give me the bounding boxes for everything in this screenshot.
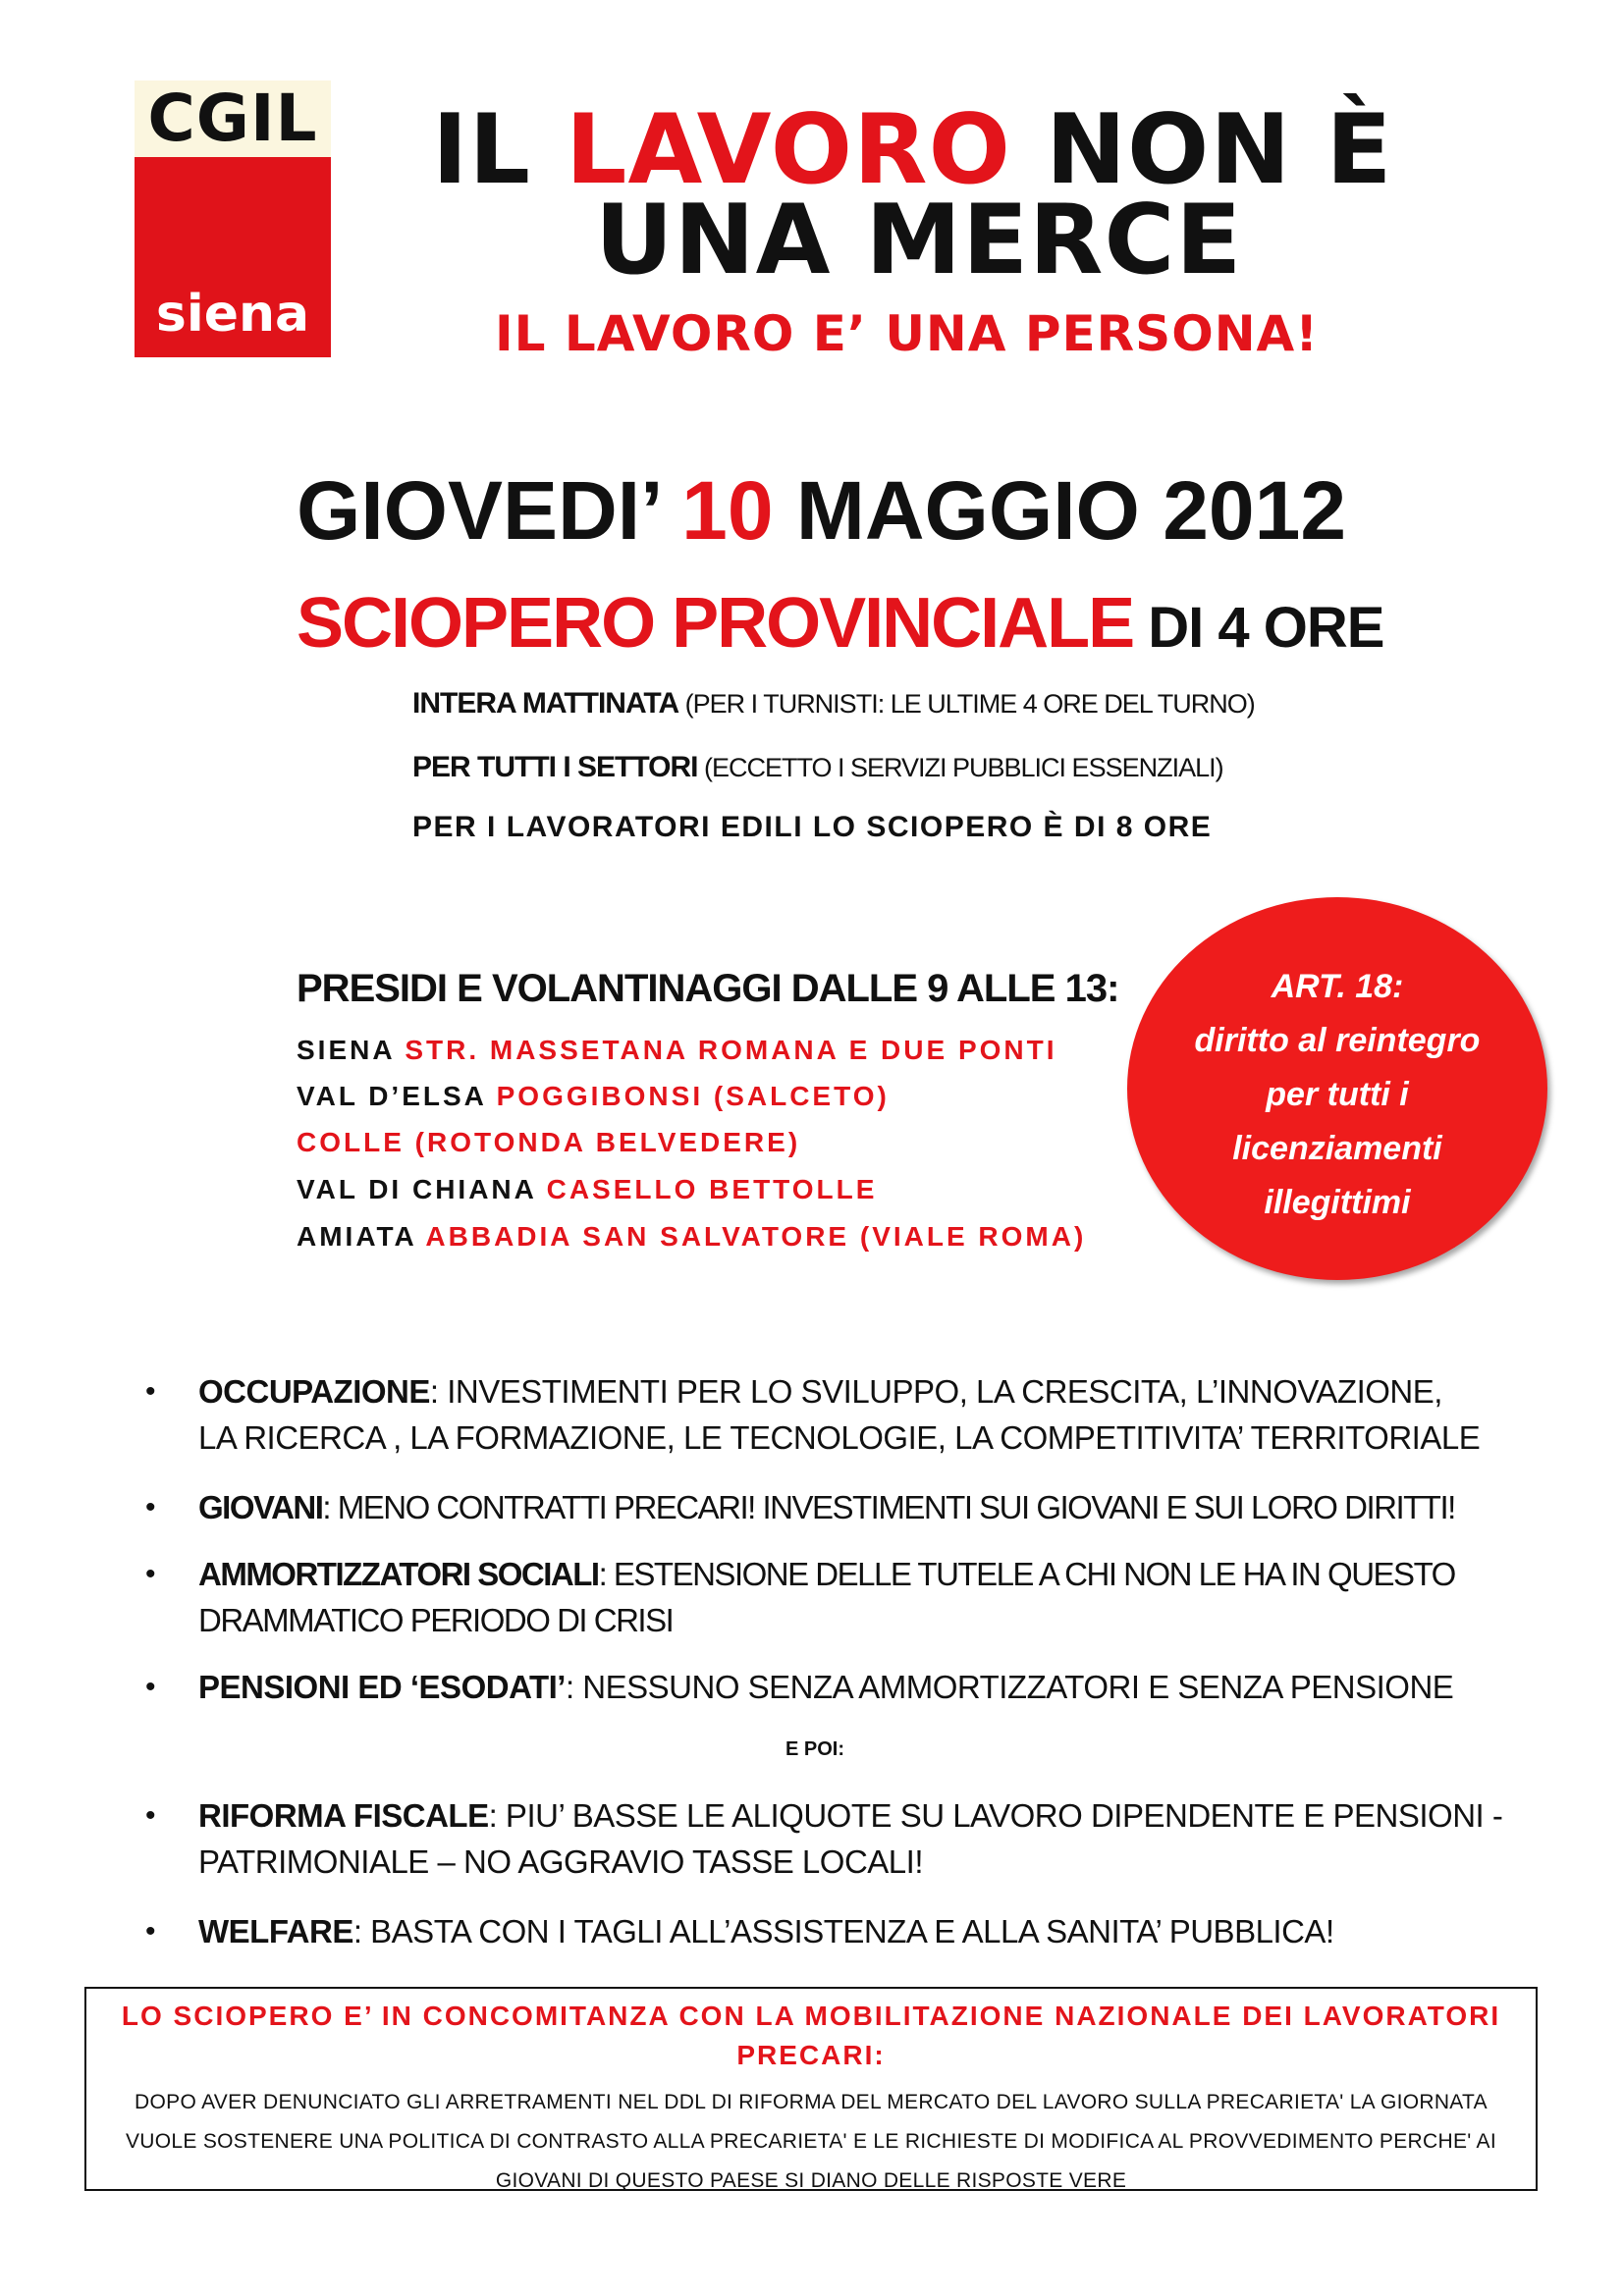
strike-title: SCIOPERO PROVINCIALE DI 4 ORE: [297, 584, 1384, 663]
circle-line: illegittimi: [1264, 1184, 1411, 1221]
location-item: VAL D’ELSA POGGIBONSI (SALCETO): [297, 1081, 890, 1111]
location-item: COLLE (ROTONDA BELVEDERE): [297, 1127, 801, 1157]
info-line-mattinata: INTERA MATTINATA (PER I TURNISTI: LE ULTIME 4 ORE DEL TURNO): [412, 687, 1255, 720]
bullet-dot-icon: •: [145, 1558, 156, 1590]
e-poi-label: E POI:: [785, 1738, 845, 1760]
circle-line: licenziamenti: [1232, 1130, 1442, 1167]
footer-notice-box: [84, 1987, 1538, 2191]
cgil-siena-logo: [135, 80, 331, 357]
circle-line: ART. 18:: [1271, 968, 1404, 1005]
bullet-dot-icon: •: [145, 1491, 156, 1523]
headline-line2: UNA MERCE: [595, 185, 1243, 296]
bullet-dot-icon: •: [145, 1799, 156, 1832]
bullet-dot-icon: •: [145, 1671, 156, 1703]
location-item: AMIATA ABBADIA SAN SALVATORE (VIALE ROMA): [297, 1221, 1087, 1252]
headline-line1: IL LAVORO NON È: [432, 94, 1393, 206]
bullet-dot-icon: •: [145, 1915, 156, 1948]
logo-bottom-text: siena: [155, 285, 310, 344]
bullet-dot-icon: •: [145, 1375, 156, 1408]
circle-line: diritto al reintegro: [1194, 1022, 1481, 1059]
info-line-settori: PER TUTTI I SETTORI (ECCETTO I SERVIZI PUBBLICI ESSENZIALI): [412, 751, 1223, 783]
footer-body: DOPO AVER DENUNCIATO GLI ARRETRAMENTI NEL DDL DI RIFORMA DEL MERCATO DEL LAVORO SULLA PRECARIETA' LA GIORNATA VUOLE SOSTENERE UNA POLITICA DI CONTRASTO ALLA PRECARIETA' E LE RICHIESTE DI MODIFICA AL PROVVEDIMENTO PERCHE' AI GIOVANI DI QUESTO PAESE SI DIANO DELLE RISPOSTE VERE: [126, 2091, 1496, 2192]
strike-date: GIOVEDI’ 10 MAGGIO 2012: [297, 464, 1347, 557]
location-item: SIENA STR. MASSETANA ROMANA E DUE PONTI: [297, 1035, 1057, 1065]
info-line-edili: PER I LAVORATORI EDILI LO SCIOPERO È DI 8 ORE: [412, 811, 1213, 843]
art18-circle-badge: [1127, 897, 1547, 1280]
presidi-title: PRESIDI E VOLANTINAGGI DALLE 9 ALLE 13:: [297, 967, 1119, 1010]
headline-subtitle: IL LAVORO E’ UNA PERSONA!: [495, 305, 1320, 362]
footer-title: LO SCIOPERO E’ IN CONCOMITANZA CON LA MOBILITAZIONE NAZIONALE DEI LAVORATORI PRECARI:: [121, 2001, 1501, 2070]
circle-line: per tutti i: [1266, 1076, 1409, 1113]
logo-top-text: CGIL: [147, 80, 318, 156]
location-item: VAL DI CHIANA CASELLO BETTOLLE: [297, 1174, 878, 1204]
